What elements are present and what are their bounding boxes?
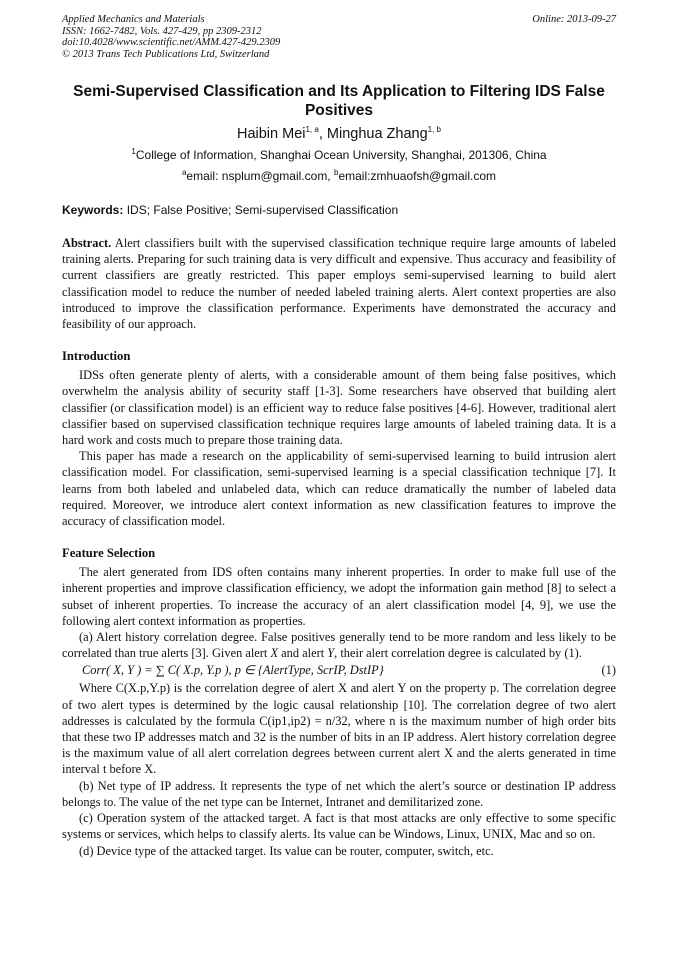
abstract-label: Abstract. — [62, 236, 112, 250]
affiliation-text: College of Information, Shanghai Ocean University, Shanghai, 201306, China — [135, 148, 547, 162]
author-separator: , — [318, 126, 327, 142]
equation-1 — [62, 662, 616, 679]
affiliation-superscript: 1 — [131, 147, 136, 156]
paper-page — [62, 14, 616, 859]
feature-a-paragraph — [62, 629, 616, 661]
feature-b-paragraph: (b) Net type of IP address. It represents the type of net which the alert’s source or destination IP address belongs to. The value of the net type can be Internet, Intranet and demilitarized zone. — [62, 778, 616, 809]
doi-line: doi:10.4028/www.scientific.net/AMM.427-429.2309 — [62, 37, 281, 48]
author-2-name: Minghua Zhang — [326, 126, 428, 142]
author-line — [62, 125, 616, 143]
equation-expression: Corr( X, Y ) = ∑ C( X.p, Y.p ), p ∈ {AlertType, ScrIP, DstIP} — [82, 663, 384, 678]
feature-a-var-x: X — [270, 646, 279, 661]
feature-d-paragraph: (d) Device type of the attacked target. Its value can be router, computer, switch, etc. — [79, 843, 494, 858]
author-2-superscript: 1, b — [427, 125, 441, 135]
copyright-line: © 2013 Trans Tech Publications Ltd, Switzerland — [62, 48, 270, 60]
introduction-heading: Introduction — [62, 349, 131, 364]
equation-number: (1) — [601, 663, 616, 678]
email-b: email:zmhuaofsh@gmail.com — [338, 169, 497, 183]
affiliation — [62, 148, 616, 163]
journal-name: Applied Mechanics and Materials — [62, 14, 205, 25]
feature-c-paragraph: (c) Operation system of the attacked target. A fact is that most attacks are only effective to some specific systems or services, which helps to classify alerts. Its value can be Windows, Linux, UNIX, Mac and so on. — [62, 811, 616, 842]
introduction-paragraph-1: IDSs often generate plenty of alerts, with a considerable amount of them being false positives, which overwhelm the analysis ability of security staff [1-3]. Some researchers have observed that building alert classifier (or classification model) is an efficient way to reduce false positives [4-6]. However, traditional alert classifier based on supervised classification technique requires large amounts of labeled training data. It is a hard work and costs much to prepare those training data. — [62, 368, 616, 448]
keywords-label: Keywords: — [62, 203, 124, 217]
feature-selection-paragraph-1: The alert generated from IDS often contains many inherent properties. In order to make full use of the inherent properties and improve classification efficiency, we adopt the information gain method [8] to select a subset of inherent properties. To increase the accuracy of an alert classification model [4, 9], we use the following alert context information as properties. — [62, 565, 616, 628]
journal-header — [62, 14, 616, 60]
abstract — [62, 235, 616, 332]
feature-a-var-y: Y — [327, 646, 335, 661]
paper-title: Semi-Supervised Classification and Its Application to Filtering IDS False Positives — [73, 83, 605, 119]
introduction-paragraph-2: This paper has made a research on the applicability of semi-supervised learning to build intrusion alert classification model. For classification, semi-supervised learning is a special classification technique [7]. It learns from both labeled and unlabeled data, which can reduce dramatically the number of labeled data required. Moreover, we introduce alert context information as new classification features to improve the accuracy of classification model. — [62, 449, 616, 529]
author-1-name: Haibin Mei — [236, 126, 306, 142]
email-line — [62, 169, 616, 184]
feature-selection-heading: Feature Selection — [62, 546, 156, 561]
equation-explanation-paragraph: Where C(X.p,Y.p) is the correlation degree of alert X and alert Y on the property p. The correlation degree of two alert types is determined by the logic causal relationship [10]. The correlation degree of two alert addresses is calculated by the formula C(ip1,ip2) = n/32, where n is the maximum number of high order bits that these two IP addresses match and 32 is the number of bits in an IP address. Alert history correlation degree is the maximum value of all alert correlation degrees between current alert X and the alerts generated in time interval t before X. — [62, 681, 616, 777]
keywords — [62, 203, 616, 218]
keywords-text: IDS; False Positive; Semi-supervised Classification — [123, 203, 399, 217]
email-b-superscript: b — [333, 168, 339, 177]
issn-line: ISSN: 1662-7482, Vols. 427-429, pp 2309-2312 — [62, 25, 262, 37]
online-date: Online: 2013-09-27 — [532, 14, 616, 25]
abstract-text: Alert classifiers built with the supervised classification technique require large amounts of labeled training alerts. Preparing for such training data is very difficult and expensive. Thus accuracy and feasibility of current classifiers are greatly restricted. This paper employs semi-supervised learning to build alert classification model to reduce the number of needed labeled training alerts. Alert context properties are also introduced to improve the classification performance. Experiments have demonstrated the accuracy and feasibility of our approach. — [62, 236, 616, 332]
feature-a-text-3: , their alert correlation degree is calculated by (1). — [334, 646, 582, 661]
email-a: email: nsplum@gmail.com, — [186, 169, 334, 183]
feature-a-text-1: (a) Alert history correlation degree. False positives generally tend to be more random and less likely to be correlated than true alerts [3]. Given alert — [62, 630, 616, 661]
author-1-superscript: 1, a — [305, 125, 319, 135]
email-a-superscript: a — [181, 168, 187, 177]
feature-a-text-2: and alert — [278, 646, 328, 661]
